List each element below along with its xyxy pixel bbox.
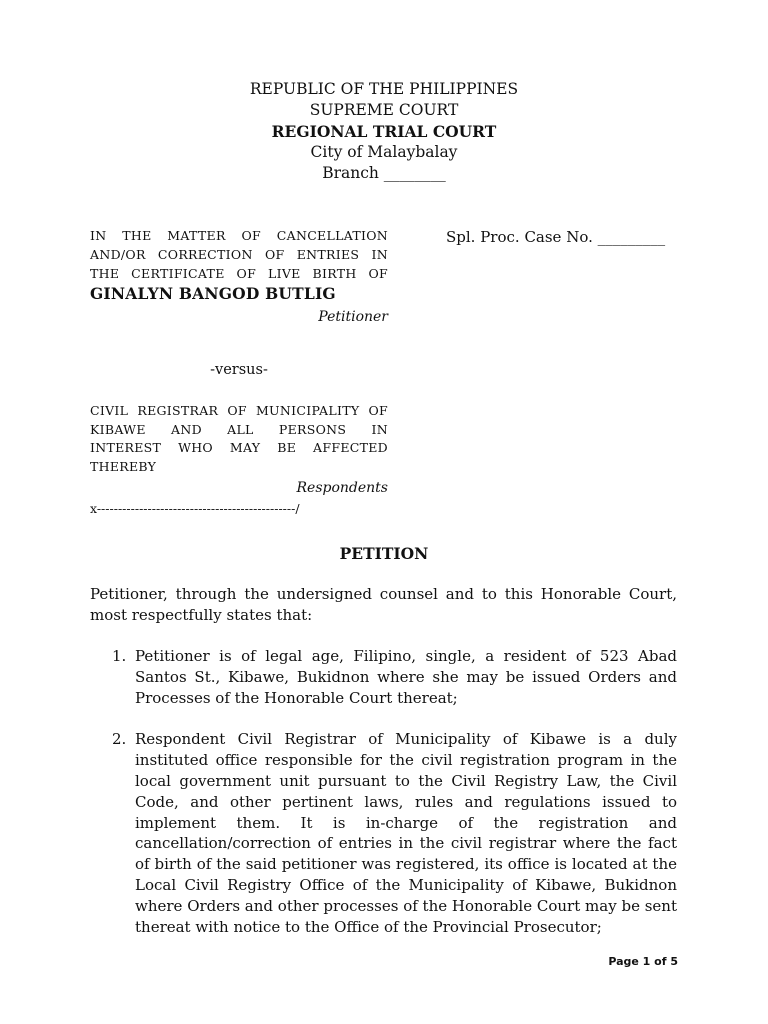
header-branch: Branch ________	[322, 164, 446, 182]
caption-closing-line: x-----------------------------------------------/	[90, 501, 300, 516]
versus-label: -versus-	[210, 362, 268, 378]
page-number: Page 1 of 5	[608, 955, 678, 968]
item-number: 1.	[112, 647, 127, 665]
list-item	[90, 729, 677, 937]
header-city: City of Malaybalay	[310, 143, 458, 161]
respondent-line-4: THEREBY	[90, 458, 157, 474]
petitioner-label: Petitioner	[318, 309, 388, 325]
intro-paragraph: Petitioner, through the undersigned counsel and to this Honorable Court, most respectfully states that:	[90, 585, 677, 624]
matter-line-3: THE CERTIFICATE OF LIVE BIRTH OF	[90, 266, 388, 281]
respondents-label: Respondents	[296, 480, 388, 496]
petitioner-name: GINALYN BANGOD BUTLIG	[90, 284, 336, 303]
header-republic: REPUBLIC OF THE PHILIPPINES	[249, 80, 519, 98]
matter-line-2: AND/OR CORRECTION OF ENTRIES IN	[90, 247, 388, 262]
court-header	[0, 79, 768, 184]
item-text: Petitioner is of legal age, Filipino, single, a resident of 523 Abad Santos St., Kibawe, Bukidnon where she may be issued Orders and Processes of the Honorable Court thereat;	[135, 647, 677, 707]
respondent-line-3: INTEREST WHO MAY BE AFFECTED	[90, 440, 388, 455]
case-caption-respondents	[90, 402, 388, 518]
item-text: Respondent Civil Registrar of Municipality of Kibawe is a duly instituted office responsible for the civil registration program in the local government unit pursuant to the Civil Registry Law, the Civil Code, and other pertinent laws, rules and regulations issued to implement them. It is in-charge of the registration and cancellation/correction of entries in the civil registrar where the fact of birth of the said petitioner was registered, its office is located at the Local Civil Registry Office of the Municipality of Kibawe, Bukidnon where Orders and other processes of the Honorable Court may be sent thereat with notice to the Office of the Provincial Prosecutor;	[135, 730, 677, 936]
numbered-allegations	[90, 646, 677, 958]
respondent-line-2: KIBAWE AND ALL PERSONS IN	[90, 421, 388, 437]
list-item	[90, 646, 677, 708]
header-regional-trial-court: REGIONAL TRIAL COURT	[271, 122, 497, 141]
case-caption-petitioner	[90, 226, 388, 329]
matter-line-1: IN THE MATTER OF CANCELLATION	[90, 228, 388, 243]
header-supreme-court: SUPREME COURT	[309, 101, 459, 119]
respondent-line-1: CIVIL REGISTRAR OF MUNICIPALITY OF	[90, 403, 388, 418]
case-number: Spl. Proc. Case No. _________	[446, 228, 666, 246]
item-number: 2.	[112, 730, 127, 749]
document-title: PETITION	[339, 544, 429, 563]
